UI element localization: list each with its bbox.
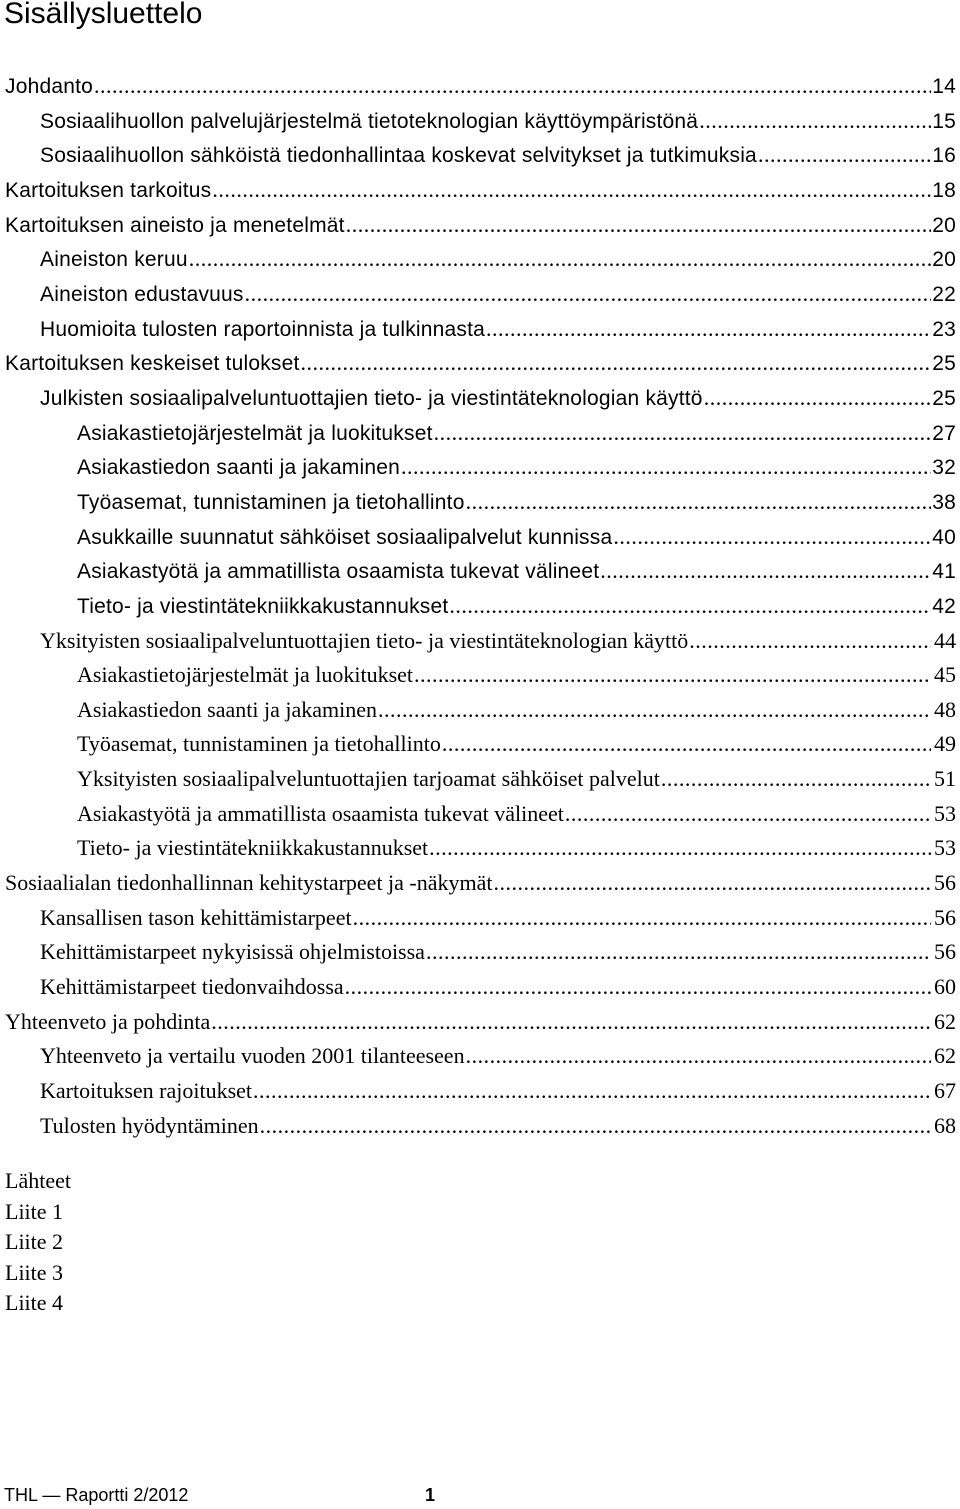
toc-entry-label: Tieto- ja viestintätekniikkakustannukset [77,594,449,618]
toc-entry-label: Tulosten hyödyntäminen [40,1112,259,1138]
toc-dot-leader [600,554,931,589]
toc-dot-leader [613,520,931,555]
toc-entry[interactable] [5,624,956,659]
toc-entry[interactable] [5,554,956,589]
toc-entry[interactable] [5,208,956,243]
toc-entry-page: 49 [934,731,956,757]
appendix-list [5,1166,71,1319]
toc-dot-leader [699,104,931,139]
toc-entry-page: 15 [932,109,956,133]
toc-dot-leader [429,831,931,866]
toc-entry-label: Yhteenveto ja pohdinta [5,1008,211,1034]
toc-entry-label: Aineiston edustavuus [40,282,244,306]
toc-entry-label: Asiakastiedon saanti ja jakaminen [77,696,377,722]
appendix-item[interactable]: Liite 3 [5,1259,64,1285]
toc-entry-page: 56 [934,939,956,965]
toc-entry-label: Yksityisten sosiaalipalveluntuottajien tieto- ja viestintäteknologian käyttö [40,627,689,653]
toc-entry-page: 27 [932,421,956,445]
toc-entry-label: Työasemat, tunnistaminen ja tietohallinto [77,490,465,514]
toc-entry-page: 38 [932,490,956,514]
toc-entry[interactable] [5,831,956,866]
toc-entry-page: 44 [934,627,956,653]
toc-entry-label: Asiakastyötä ja ammatillista osaamista tukevat välineet [77,560,600,584]
toc-entry[interactable] [5,242,956,277]
toc-entry-label: Yksityisten sosiaalipalveluntuottajien tarjoamat sähköiset palvelut [77,766,660,792]
toc-entry[interactable] [5,277,956,312]
toc-entry[interactable] [5,450,956,485]
toc-dot-leader [414,658,931,693]
toc-entry-label: Sosiaalialan tiedonhallinnan kehitystarpeet ja -näkymät [5,870,493,896]
toc-entry-label: Kehittämistarpeet tiedonvaihdossa [40,974,344,1000]
toc-dot-leader [494,866,931,901]
toc-dot-leader [565,797,931,832]
toc-entry-page: 56 [934,870,956,896]
toc-entry-page: 25 [932,386,956,410]
toc-entry[interactable] [5,589,956,624]
toc-entry[interactable] [5,901,956,936]
toc-dot-leader [353,901,931,936]
toc-entry-label: Asiakastyötä ja ammatillista osaamista tukevat välineet [77,800,564,826]
toc-entry[interactable] [5,935,956,970]
toc-entry[interactable] [5,693,956,728]
toc-dot-leader [211,1005,931,1040]
toc-entry[interactable] [5,866,956,901]
toc-entry-label: Työasemat, tunnistaminen ja tietohallinto [77,731,441,757]
toc-entry-label: Kartoituksen rajoitukset [40,1078,253,1104]
toc-entry-label: Aineiston keruu [40,248,188,272]
toc-dot-leader [401,450,931,485]
toc-entry[interactable] [5,1109,956,1144]
toc-entry[interactable] [5,69,956,104]
toc-entry-page: 60 [934,974,956,1000]
toc-dot-leader [301,346,931,381]
toc-dot-leader [245,277,931,312]
toc-entry[interactable] [5,970,956,1005]
toc-entry-label: Tieto- ja viestintätekniikkakustannukset [77,835,429,861]
toc-dot-leader [466,1039,931,1074]
toc-entry-label: Asiakastiedon saanti ja jakaminen [77,456,400,480]
toc-entry-label: Kansallisen tason kehittämistarpeet [40,904,352,930]
toc-entry[interactable] [5,138,956,173]
appendix-item[interactable]: Liite 1 [5,1198,64,1224]
toc-entry-page: 45 [934,662,956,688]
toc-entry[interactable] [5,1039,956,1074]
toc-entry-label: Asiakastietojärjestelmät ja luokitukset [77,421,433,445]
toc-entry-page: 51 [934,766,956,792]
toc-entry-page: 20 [932,248,956,272]
toc-entry-page: 67 [934,1078,956,1104]
toc-entry-page: 40 [932,525,956,549]
toc-entry[interactable] [5,1005,956,1040]
footer-page-number: 1 [425,1485,436,1505]
toc-entry[interactable] [5,416,956,451]
appendix-item[interactable]: Liite 4 [5,1290,64,1316]
toc-entry-page: 68 [934,1112,956,1138]
toc-entry-page: 25 [932,352,956,376]
toc-entry-page: 48 [934,696,956,722]
toc-dot-leader [189,242,931,277]
toc-dot-leader [253,1074,931,1109]
toc-entry[interactable] [5,658,956,693]
toc-entry[interactable] [5,520,956,555]
toc-dot-leader [758,138,931,173]
footer-publication: THL — Raportti 2/2012 [4,1485,189,1505]
toc-entry-page: 56 [934,904,956,930]
toc-dot-leader [442,727,931,762]
toc-entry-label: Kartoituksen aineisto ja menetelmät [5,213,345,237]
toc-dot-leader [689,624,931,659]
toc-dot-leader [704,381,931,416]
table-of-contents [5,69,956,1143]
toc-dot-leader [466,485,931,520]
toc-entry[interactable] [5,346,956,381]
toc-entry-page: 22 [932,282,956,306]
toc-entry-page: 62 [934,1043,956,1069]
toc-entry-page: 53 [934,800,956,826]
toc-entry[interactable] [5,762,956,797]
toc-dot-leader [212,173,931,208]
toc-entry[interactable] [5,727,956,762]
toc-entry-label: Yhteenveto ja vertailu vuoden 2001 tilanteeseen [40,1043,465,1069]
toc-entry[interactable] [5,485,956,520]
toc-entry-page: 53 [934,835,956,861]
toc-entry-page: 16 [932,144,956,168]
toc-entry-page: 20 [932,213,956,237]
toc-entry-page: 62 [934,1008,956,1034]
toc-entry[interactable] [5,1074,956,1109]
toc-dot-leader [661,762,931,797]
toc-entry-page: 41 [932,560,956,584]
toc-entry-page: 14 [932,75,956,98]
toc-entry-label: Julkisten sosiaalipalveluntuottajien tieto- ja viestintäteknologian käyttö [40,386,703,410]
toc-entry-page: 18 [932,178,956,202]
toc-entry-label: Huomioita tulosten raportoinnista ja tulkinnasta [40,317,486,341]
toc-dot-leader [426,935,931,970]
toc-dot-leader [94,69,931,104]
page-title: Sisällysluettelo [4,0,203,30]
toc-entry-label: Sosiaalihuollon sähköistä tiedonhallintaa koskevat selvitykset ja tutkimuksia [40,144,757,168]
toc-entry-label: Kartoituksen tarkoitus [5,178,212,202]
toc-entry[interactable] [5,173,956,208]
toc-dot-leader [378,693,931,728]
toc-entry[interactable] [5,797,956,832]
toc-entry[interactable] [5,381,956,416]
toc-dot-leader [346,208,931,243]
toc-entry-label: Asiakastietojärjestelmät ja luokitukset [77,662,414,688]
toc-dot-leader [260,1109,931,1144]
toc-dot-leader [345,970,931,1005]
toc-entry-label: Kartoituksen keskeiset tulokset [5,352,300,376]
toc-entry-label: Kehittämistarpeet nykyisissä ohjelmistoissa [40,939,425,965]
toc-entry-page: 23 [932,317,956,341]
toc-entry-label: Sosiaalihuollon palvelujärjestelmä tietoteknologian käyttöympäristönä [40,109,699,133]
toc-entry-label: Johdanto [5,75,94,98]
toc-entry-page: 42 [932,594,956,618]
toc-dot-leader [449,589,931,624]
toc-entry[interactable] [5,104,956,139]
appendix-item[interactable]: Lähteet [5,1168,71,1193]
toc-entry[interactable] [5,312,956,347]
toc-dot-leader [434,416,931,451]
toc-entry-page: 32 [932,456,956,480]
appendix-item[interactable]: Liite 2 [5,1229,64,1255]
toc-dot-leader [486,312,931,347]
toc-entry-label: Asukkaille suunnatut sähköiset sosiaalipalvelut kunnissa [77,525,613,549]
